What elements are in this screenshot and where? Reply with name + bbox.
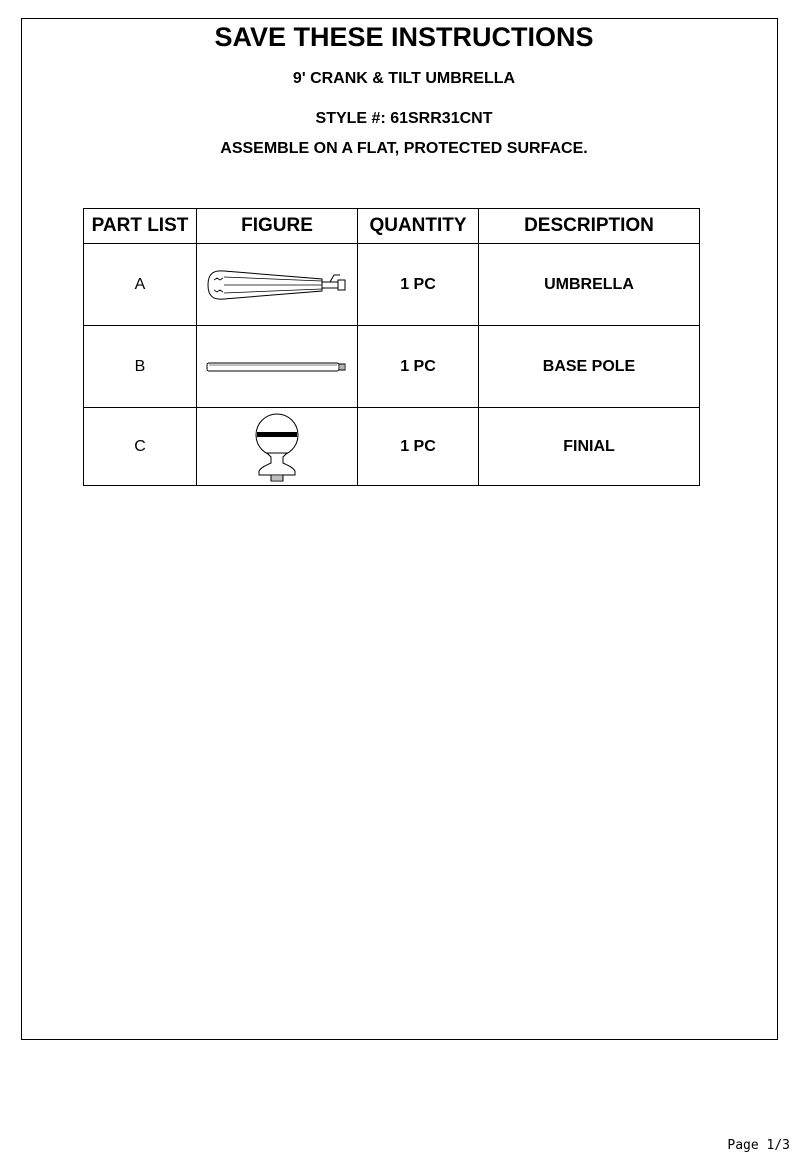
base-pole-icon — [205, 360, 349, 374]
finial-icon — [247, 411, 307, 483]
table-row — [84, 244, 700, 326]
quantity-value: 1 PC — [358, 408, 479, 486]
description-value: UMBRELLA — [479, 244, 700, 326]
parts-table — [83, 208, 700, 486]
page-number: Page 1/3 — [727, 1138, 790, 1153]
style-number: STYLE #: 61SRR31CNT — [315, 110, 493, 127]
header-description: DESCRIPTION — [479, 209, 700, 244]
header-part-list: PART LIST — [84, 209, 197, 244]
table-row — [84, 326, 700, 408]
part-letter: C — [84, 408, 197, 486]
figure-cell — [197, 326, 358, 408]
quantity-value: 1 PC — [358, 244, 479, 326]
assembly-note: ASSEMBLE ON A FLAT, PROTECTED SURFACE. — [220, 140, 588, 157]
table-row — [84, 408, 700, 486]
product-name: 9' CRANK & TILT UMBRELLA — [292, 70, 516, 87]
umbrella-icon — [202, 267, 352, 303]
description-value: FINIAL — [479, 408, 700, 486]
figure-cell — [197, 244, 358, 326]
quantity-value: 1 PC — [358, 326, 479, 408]
part-letter: A — [84, 244, 197, 326]
description-value: BASE POLE — [479, 326, 700, 408]
header-figure: FIGURE — [197, 209, 358, 244]
part-letter: B — [84, 326, 197, 408]
figure-cell — [197, 408, 358, 486]
table-header-row — [84, 209, 700, 244]
page-title: SAVE THESE INSTRUCTIONS — [214, 22, 594, 52]
page-border — [21, 18, 778, 1040]
header-quantity: QUANTITY — [358, 209, 479, 244]
